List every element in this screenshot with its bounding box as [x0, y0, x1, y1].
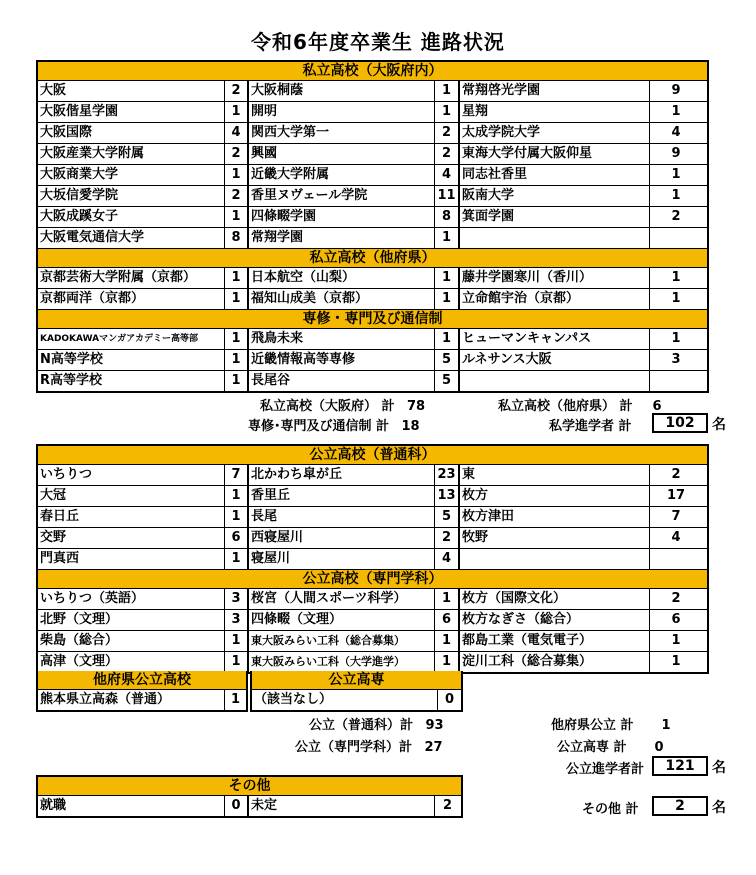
school-name: 日本航空（山梨） [249, 268, 435, 288]
school-name: 星翔 [460, 102, 650, 122]
public-total-box: 121 [652, 756, 708, 776]
student-count: 1 [435, 102, 460, 122]
student-count: 3 [671, 352, 681, 367]
student-count: 1 [671, 654, 681, 669]
school-name: 箕面学園 [460, 207, 650, 227]
school-name: KADOKAWAマンガアカデミー高等部 [38, 329, 225, 349]
others-total-unit: 名 [712, 800, 726, 816]
school-name: 四條畷（文理） [249, 610, 435, 630]
school-name: 開明 [249, 102, 435, 122]
student-count: 1 [225, 268, 249, 288]
school-name: 淀川工科（総合募集） [460, 652, 650, 672]
student-count: 4 [225, 123, 249, 143]
student-count: 9 [671, 146, 681, 161]
school-name: 桜宮（人間スポーツ科学） [249, 589, 435, 609]
public-tech-count: 0 [444, 692, 455, 707]
school-name: 大阪桐蔭 [249, 81, 435, 101]
student-count: 8 [435, 207, 460, 227]
table-row [38, 144, 707, 165]
school-name: 未定 [249, 796, 435, 816]
table-row [38, 465, 707, 486]
school-name: 東海大学付属大阪仰星 [460, 144, 650, 164]
student-count: 1 [435, 228, 460, 248]
student-count: 2 [225, 144, 249, 164]
section-header-public-special: 公立高校（専門学科） [38, 569, 707, 589]
school-name: 大阪電気通信大学 [38, 228, 225, 248]
summary-public-general: 公立（普通科）計 93 [309, 718, 444, 733]
table-row [38, 289, 707, 309]
student-count: 1 [435, 268, 460, 288]
school-name: 長尾 [249, 507, 435, 527]
student-count: 1 [225, 652, 249, 672]
school-name: 西寝屋川 [249, 528, 435, 548]
school-name: 牧野 [460, 528, 650, 548]
school-name: ルネサンス大阪 [460, 350, 650, 370]
summary-vocational: 専修･専門及び通信制 計 18 [248, 419, 420, 434]
summary-others-label: その他 計 [582, 802, 639, 817]
section-header-public-tech: 公立高専 [252, 671, 461, 690]
summary-private-osaka: 私立高校（大阪府） 計 78 [260, 399, 426, 414]
student-count: 1 [225, 371, 249, 391]
student-count: 5 [435, 371, 460, 391]
school-name: 大阪偕星学園 [38, 102, 225, 122]
student-count: 1 [671, 331, 681, 346]
student-count: 2 [671, 467, 681, 482]
student-count: 1 [435, 329, 460, 349]
student-count: 5 [435, 507, 460, 527]
student-count: 1 [671, 291, 681, 306]
student-count: 2 [225, 81, 249, 101]
student-count: 1 [671, 633, 681, 648]
student-count [650, 371, 702, 391]
student-count: 3 [225, 610, 249, 630]
student-count: 1 [225, 102, 249, 122]
student-count: 4 [435, 165, 460, 185]
public-schools-table [36, 444, 709, 674]
section-header-private-other: 私立高校（他府県） [38, 248, 707, 268]
school-name: 枚方なぎさ（総合） [460, 610, 650, 630]
section-header-private-osaka: 私立高校（大阪府内） [38, 62, 707, 81]
student-count: 1 [225, 507, 249, 527]
others-total-box: 2 [652, 796, 708, 816]
student-count: 1 [225, 165, 249, 185]
school-name: 藤井学園寒川（香川） [460, 268, 650, 288]
table-row [38, 102, 707, 123]
school-name: 飛鳥未来 [249, 329, 435, 349]
summary-public-total-label: 公立進学者計 [566, 762, 645, 777]
student-count: 6 [435, 610, 460, 630]
school-name: 都島工業（電気電子） [460, 631, 650, 651]
student-count: 7 [225, 465, 249, 485]
school-name: 立命館宇治（京都） [460, 289, 650, 309]
student-count: 1 [435, 589, 460, 609]
school-name: 阪南大学 [460, 186, 650, 206]
student-count: 3 [225, 589, 249, 609]
student-count: 13 [435, 486, 460, 506]
school-name: 香里ヌヴェール学院 [249, 186, 435, 206]
school-name: 門真西 [38, 549, 225, 569]
school-name: 興國 [249, 144, 435, 164]
page-title: 令和6年度卒業生 進路状況 [251, 30, 505, 54]
private-total-box: 102 [652, 413, 708, 433]
student-count: 1 [225, 486, 249, 506]
student-count: 2 [435, 144, 460, 164]
public-tech-table [250, 671, 463, 712]
student-count: 4 [671, 125, 681, 140]
table-row [38, 549, 707, 569]
school-name: 大坂信愛学院 [38, 186, 225, 206]
other-pref-public-name: 熊本県立高森（普通） [38, 690, 225, 710]
school-name: 近畿情報高等専修 [249, 350, 435, 370]
student-count: 11 [435, 186, 460, 206]
public-total-unit: 名 [712, 760, 726, 776]
section-header-public-general: 公立高校（普通科） [38, 446, 707, 465]
school-name: 京都両洋（京都） [38, 289, 225, 309]
other-pref-public-count: 1 [230, 692, 241, 707]
school-name: 枚方（国際文化） [460, 589, 650, 609]
school-name: 高津（文理） [38, 652, 225, 672]
school-name [460, 549, 650, 569]
summary-public-tech: 公立高専 計 0 [557, 740, 664, 755]
school-name: 常翔啓光学園 [460, 81, 650, 101]
school-name: 枚方 [460, 486, 650, 506]
student-count: 2 [671, 209, 681, 224]
school-name: 福知山成美（京都） [249, 289, 435, 309]
school-name: 交野 [38, 528, 225, 548]
student-count: 23 [435, 465, 460, 485]
table-row [38, 228, 707, 248]
school-name: 就職 [38, 796, 225, 816]
school-name: いちりつ（英語） [38, 589, 225, 609]
summary-public-special: 公立（専門学科）計 27 [295, 740, 443, 755]
school-name: 柴島（総合） [38, 631, 225, 651]
others-table [36, 775, 463, 818]
school-name: 北かわち皐が丘 [249, 465, 435, 485]
student-count: 8 [225, 228, 249, 248]
student-count: 2 [442, 798, 453, 813]
student-count: 6 [671, 612, 681, 627]
student-count: 1 [671, 188, 681, 203]
table-row [38, 350, 707, 371]
student-count: 7 [671, 509, 681, 524]
student-count: 5 [435, 350, 460, 370]
student-count: 1 [225, 350, 249, 370]
student-count: 1 [435, 289, 460, 309]
public-tech-name: （該当なし） [252, 690, 438, 710]
table-row [38, 507, 707, 528]
student-count: 2 [671, 591, 681, 606]
school-name: 太成学院大学 [460, 123, 650, 143]
other-pref-public-table [36, 671, 248, 712]
table-row [38, 329, 707, 350]
student-count: 1 [225, 549, 249, 569]
school-name: 東大阪みらい工科（大学進学） [249, 652, 435, 672]
student-count: 1 [225, 207, 249, 227]
private-total-unit: 名 [712, 417, 726, 433]
school-name: 同志社香里 [460, 165, 650, 185]
summary-private-other: 私立高校（他府県） 計 6 [498, 399, 662, 414]
section-header-other-pref-public: 他府県公立高校 [38, 671, 246, 690]
student-count: 17 [666, 488, 686, 503]
table-row [38, 486, 707, 507]
table-row [38, 268, 707, 289]
section-header-others: その他 [38, 777, 461, 796]
school-name: R高等学校 [38, 371, 225, 391]
table-row [38, 81, 707, 102]
table-row [38, 528, 707, 549]
summary-private-total-label: 私学進学者 計 [549, 419, 632, 434]
school-name: 常翔学園 [249, 228, 435, 248]
student-count: 1 [671, 270, 681, 285]
student-count: 1 [671, 167, 681, 182]
school-name: 大阪国際 [38, 123, 225, 143]
school-name: 近畿大学附属 [249, 165, 435, 185]
school-name [460, 228, 650, 248]
school-name: 大冠 [38, 486, 225, 506]
student-count: 1 [435, 652, 460, 672]
school-name: 春日丘 [38, 507, 225, 527]
school-name: 寝屋川 [249, 549, 435, 569]
student-count: 4 [435, 549, 460, 569]
school-name: 枚方津田 [460, 507, 650, 527]
student-count: 2 [435, 123, 460, 143]
school-name: 四條畷学園 [249, 207, 435, 227]
school-name [460, 371, 650, 391]
table-row [38, 589, 707, 610]
student-count: 1 [225, 631, 249, 651]
school-name: 東大阪みらい工科（総合募集） [249, 631, 435, 651]
summary-other-pref-public: 他府県公立 計 1 [551, 718, 671, 733]
school-name: 大阪 [38, 81, 225, 101]
private-schools-table [36, 60, 709, 393]
table-row [38, 186, 707, 207]
school-name: 関西大学第一 [249, 123, 435, 143]
table-row [38, 165, 707, 186]
student-count: 1 [435, 631, 460, 651]
student-count: 1 [225, 289, 249, 309]
section-header-vocational: 専修・専門及び通信制 [38, 309, 707, 329]
student-count: 2 [435, 528, 460, 548]
student-count: 6 [225, 528, 249, 548]
student-count [650, 228, 702, 248]
student-count: 1 [435, 81, 460, 101]
table-row [38, 652, 707, 672]
table-row [38, 610, 707, 631]
student-count: 4 [671, 530, 681, 545]
student-count: 1 [671, 104, 681, 119]
school-name: 大阪成蹊女子 [38, 207, 225, 227]
table-row [38, 207, 707, 228]
table-row [38, 123, 707, 144]
student-count: 0 [225, 796, 249, 816]
school-name: ヒューマンキャンパス [460, 329, 650, 349]
school-name: 京都芸術大学附属（京都） [38, 268, 225, 288]
student-count: 9 [671, 83, 681, 98]
student-count [650, 549, 702, 569]
school-name: 大阪産業大学附属 [38, 144, 225, 164]
school-name: N高等学校 [38, 350, 225, 370]
school-name: 長尾谷 [249, 371, 435, 391]
school-name: 香里丘 [249, 486, 435, 506]
school-name: 東 [460, 465, 650, 485]
school-name: 北野（文理） [38, 610, 225, 630]
table-row [38, 371, 707, 391]
school-name: いちりつ [38, 465, 225, 485]
student-count: 2 [225, 186, 249, 206]
table-row [38, 631, 707, 652]
student-count: 1 [225, 329, 249, 349]
school-name: 大阪商業大学 [38, 165, 225, 185]
table-row [38, 796, 461, 816]
